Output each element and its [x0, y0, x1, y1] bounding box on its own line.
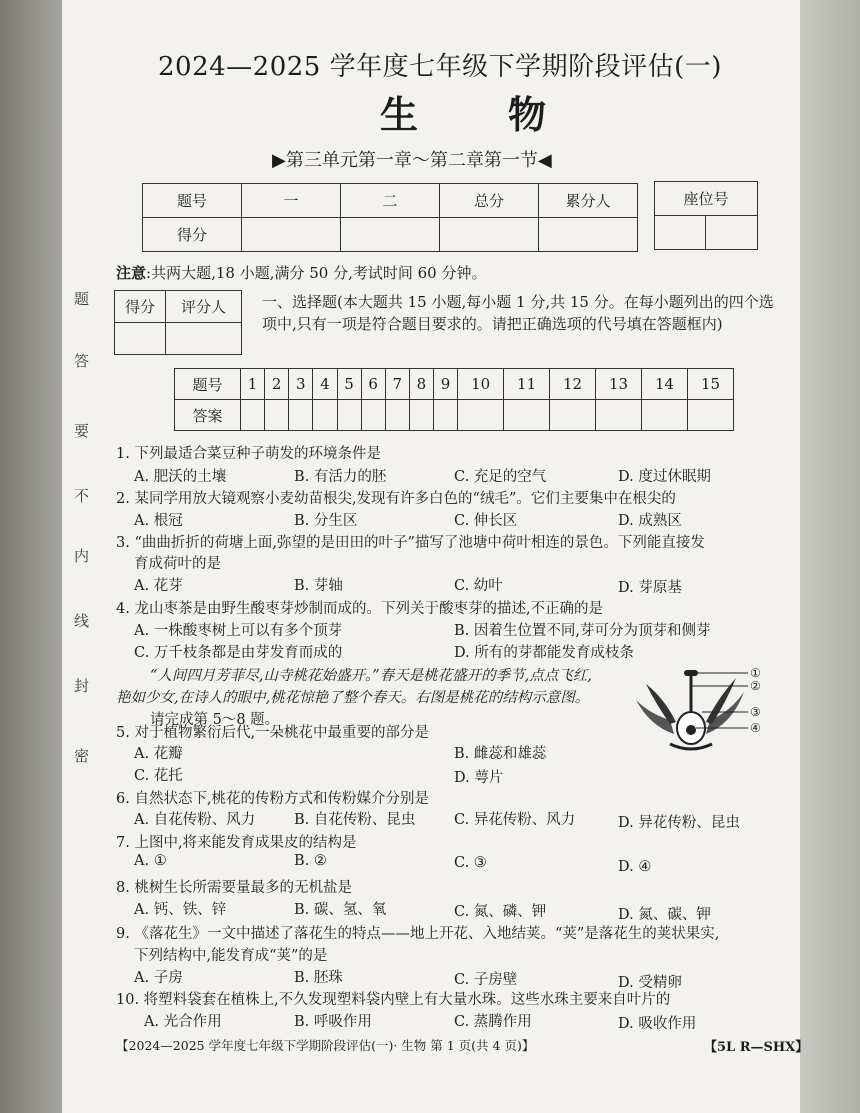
diagram-label: ④ [750, 721, 761, 735]
binding-char: 内 [74, 547, 90, 565]
option: D. 成熟区 [618, 513, 682, 529]
option: C. 蒸腾作用 [454, 1014, 532, 1030]
option: D. 氮、碳、钾 [618, 907, 711, 923]
option: B. 因着生位置不同,芽可分为顶芽和侧芽 [454, 623, 711, 639]
answer-row-label: 答案 [175, 400, 241, 431]
answer-number: 8 [409, 369, 433, 400]
exam-title: 2024—2025 学年度七年级下学期阶段评估(一) [158, 52, 722, 82]
option: B. 雌蕊和雄蕊 [454, 746, 547, 762]
answer-number: 5 [337, 369, 361, 400]
seat-cell[interactable] [706, 216, 758, 250]
answer-number: 6 [361, 369, 385, 400]
option: B. 胚珠 [294, 970, 343, 986]
option: D. 萼片 [454, 770, 504, 786]
answer-number: 13 [596, 369, 642, 400]
question-stem: 6. 自然状态下,桃花的传粉方式和传粉媒介分别是 [116, 791, 430, 807]
option: A. ① [134, 853, 167, 869]
option: D. 受精卵 [618, 975, 682, 991]
question-stem-continued: 下列结构中,能发育成“荚”的是 [134, 948, 328, 964]
subject-title: 生物 [380, 92, 637, 137]
question-stem-continued: 育成荷叶的是 [134, 556, 221, 572]
score-header: 题号 [143, 184, 242, 218]
binding-char: 要 [74, 422, 90, 440]
answer-number: 3 [289, 369, 313, 400]
grader-name-label: 评分人 [166, 291, 242, 323]
note-text: :共两大题,18 小题,满分 50 分,考试时间 60 分钟。 [146, 264, 487, 282]
answer-cell[interactable] [687, 400, 733, 431]
option: B. 自花传粉、昆虫 [294, 812, 416, 828]
answer-table [174, 368, 734, 431]
diagram-label: ② [750, 679, 761, 693]
option: C. 氮、磷、钾 [454, 904, 547, 920]
option: C. 幼叶 [454, 578, 503, 594]
score-row-label: 得分 [143, 218, 242, 252]
paper-code: 【5L R—SHX】 [704, 1040, 809, 1055]
question-stem: 2. 某同学用放大镜观察小麦幼苗根尖,发现有许多白色的“绒毛”。它们主要集中在根尖的 [116, 491, 676, 507]
question-stem: 9. 《落花生》一文中描述了落花生的特点——地上开花、入地结荚。“荚”是落花生的荚状果实, [116, 926, 720, 942]
answer-number: 14 [642, 369, 688, 400]
exam-note [116, 262, 486, 283]
answer-number: 12 [550, 369, 596, 400]
note-prefix: 注意 [116, 264, 147, 282]
peach-flower-diagram [630, 664, 760, 754]
option: A. 子房 [134, 970, 183, 986]
answer-number: 15 [687, 369, 733, 400]
score-cell[interactable] [341, 218, 440, 252]
page-footer: 【2024—2025 学年度七年级下学期阶段评估(一)· 生物 第 1 页(共 4 页)】 [116, 1038, 535, 1053]
question-stem: 5. 对于植物繁衍后代,一朵桃花中最重要的部分是 [116, 725, 430, 741]
option: A. 花芽 [134, 578, 183, 594]
question-stem: 8. 桃树生长所需要量最多的无机盐是 [116, 880, 352, 896]
answer-cell[interactable] [596, 400, 642, 431]
exam-page [62, 0, 809, 1113]
binding-char: 线 [74, 612, 90, 630]
option: D. 异花传粉、昆虫 [618, 815, 740, 831]
grader-box [114, 290, 242, 355]
option: B. 呼吸作用 [294, 1014, 372, 1030]
option: A. 花瓣 [134, 746, 183, 762]
option: C. ③ [454, 855, 487, 871]
score-header: 一 [242, 184, 341, 218]
poem-line: “人间四月芳菲尽,山寺桃花始盛开。”春天是桃花盛开的季节,点点飞红, [150, 668, 592, 684]
answer-cell[interactable] [241, 400, 265, 431]
unit-range: ▶第三单元第一章～第二章第一节◀ [272, 150, 552, 171]
option: D. 度过休眠期 [618, 469, 711, 485]
score-cell[interactable] [440, 218, 539, 252]
question-stem: 10. 将塑料袋套在植株上,不久发现塑料袋内壁上有大量水珠。这些水珠主要来自叶片的 [116, 992, 671, 1008]
seat-cell[interactable] [655, 216, 706, 250]
option: D. 芽原基 [618, 580, 682, 596]
binding-line-text [62, 0, 102, 1113]
option: C. 花托 [134, 768, 183, 784]
option: C. 子房壁 [454, 972, 518, 988]
poem-line: 请完成第 5～8 题。 [150, 712, 280, 728]
score-header: 二 [341, 184, 440, 218]
option: C. 万千枝条都是由芽发育而成的 [134, 645, 343, 661]
answer-cell[interactable] [385, 400, 409, 431]
answer-cell[interactable] [458, 400, 504, 431]
binding-char: 答 [74, 352, 90, 370]
answer-number: 10 [458, 369, 504, 400]
score-table [142, 183, 638, 252]
answer-cell[interactable] [550, 400, 596, 431]
binding-char: 封 [74, 677, 90, 695]
answer-cell[interactable] [361, 400, 385, 431]
question-stem: 1. 下列最适合菜豆种子萌发的环境条件是 [116, 446, 381, 462]
background-left [0, 0, 62, 1113]
grader-cell[interactable] [166, 323, 242, 355]
score-header: 总分 [440, 184, 539, 218]
answer-cell[interactable] [409, 400, 433, 431]
binding-char: 题 [74, 290, 90, 308]
grader-score-label: 得分 [115, 291, 166, 323]
answer-cell[interactable] [642, 400, 688, 431]
question-stem: 4. 龙山枣茶是由野生酸枣芽炒制而成的。下列关于酸枣芽的描述,不正确的是 [116, 601, 604, 617]
score-header: 累分人 [539, 184, 638, 218]
answer-cell[interactable] [434, 400, 458, 431]
peach-flower-icon [630, 664, 760, 754]
answer-number: 7 [385, 369, 409, 400]
option: B. ② [294, 853, 327, 869]
answer-cell[interactable] [504, 400, 550, 431]
answer-number: 11 [504, 369, 550, 400]
score-cell[interactable] [242, 218, 341, 252]
answer-cell[interactable] [337, 400, 361, 431]
answer-number: 4 [313, 369, 337, 400]
answer-row-label: 题号 [175, 369, 241, 400]
option: A. 光合作用 [144, 1014, 222, 1030]
option: D. 所有的芽都能发育成枝条 [454, 645, 634, 661]
option: B. 分生区 [294, 513, 358, 529]
option: A. 钙、铁、锌 [134, 902, 227, 918]
option: A. 肥沃的土壤 [134, 469, 227, 485]
seat-number-box [654, 181, 758, 250]
answer-cell[interactable] [313, 400, 337, 431]
background-right [800, 0, 860, 1113]
option: D. ④ [618, 859, 652, 875]
option: C. 异花传粉、风力 [454, 812, 576, 828]
option: B. 有活力的胚 [294, 469, 387, 485]
binding-char: 密 [74, 747, 90, 765]
diagram-label: ③ [750, 705, 761, 719]
option: A. 根冠 [134, 513, 183, 529]
answer-number: 9 [434, 369, 458, 400]
seat-label: 座位号 [655, 182, 758, 216]
question-stem: 7. 上图中,将来能发育成果皮的结构是 [116, 835, 357, 851]
option: B. 芽轴 [294, 578, 343, 594]
answer-cell[interactable] [265, 400, 289, 431]
answer-cell[interactable] [289, 400, 313, 431]
option: A. 自花传粉、风力 [134, 812, 256, 828]
grader-cell[interactable] [115, 323, 166, 355]
question-stem: 3. “曲曲折折的荷塘上面,弥望的是田田的叶子”描写了池塘中荷叶相连的景色。下列能直接发 [116, 535, 705, 551]
option: B. 碳、氢、氧 [294, 902, 387, 918]
binding-char: 不 [74, 487, 90, 505]
score-cell[interactable] [539, 218, 638, 252]
section1-heading: 一、选择题(本大题共 15 小题,每小题 1 分,共 15 分。在每小题列出的四个选项中,只有一项是符合题目要求的。请把正确选项的代号填在答题框内) [262, 293, 774, 333]
option: A. 一株酸枣树上可以有多个顶芽 [134, 623, 343, 639]
option: D. 吸收作用 [618, 1016, 697, 1032]
poem-line: 艳如少女,在诗人的眼中,桃花惊艳了整个春天。右图是桃花的结构示意图。 [116, 690, 590, 706]
answer-number: 2 [265, 369, 289, 400]
option: C. 充足的空气 [454, 469, 547, 485]
diagram-label: ① [750, 666, 761, 680]
answer-number: 1 [241, 369, 265, 400]
option: C. 伸长区 [454, 513, 518, 529]
